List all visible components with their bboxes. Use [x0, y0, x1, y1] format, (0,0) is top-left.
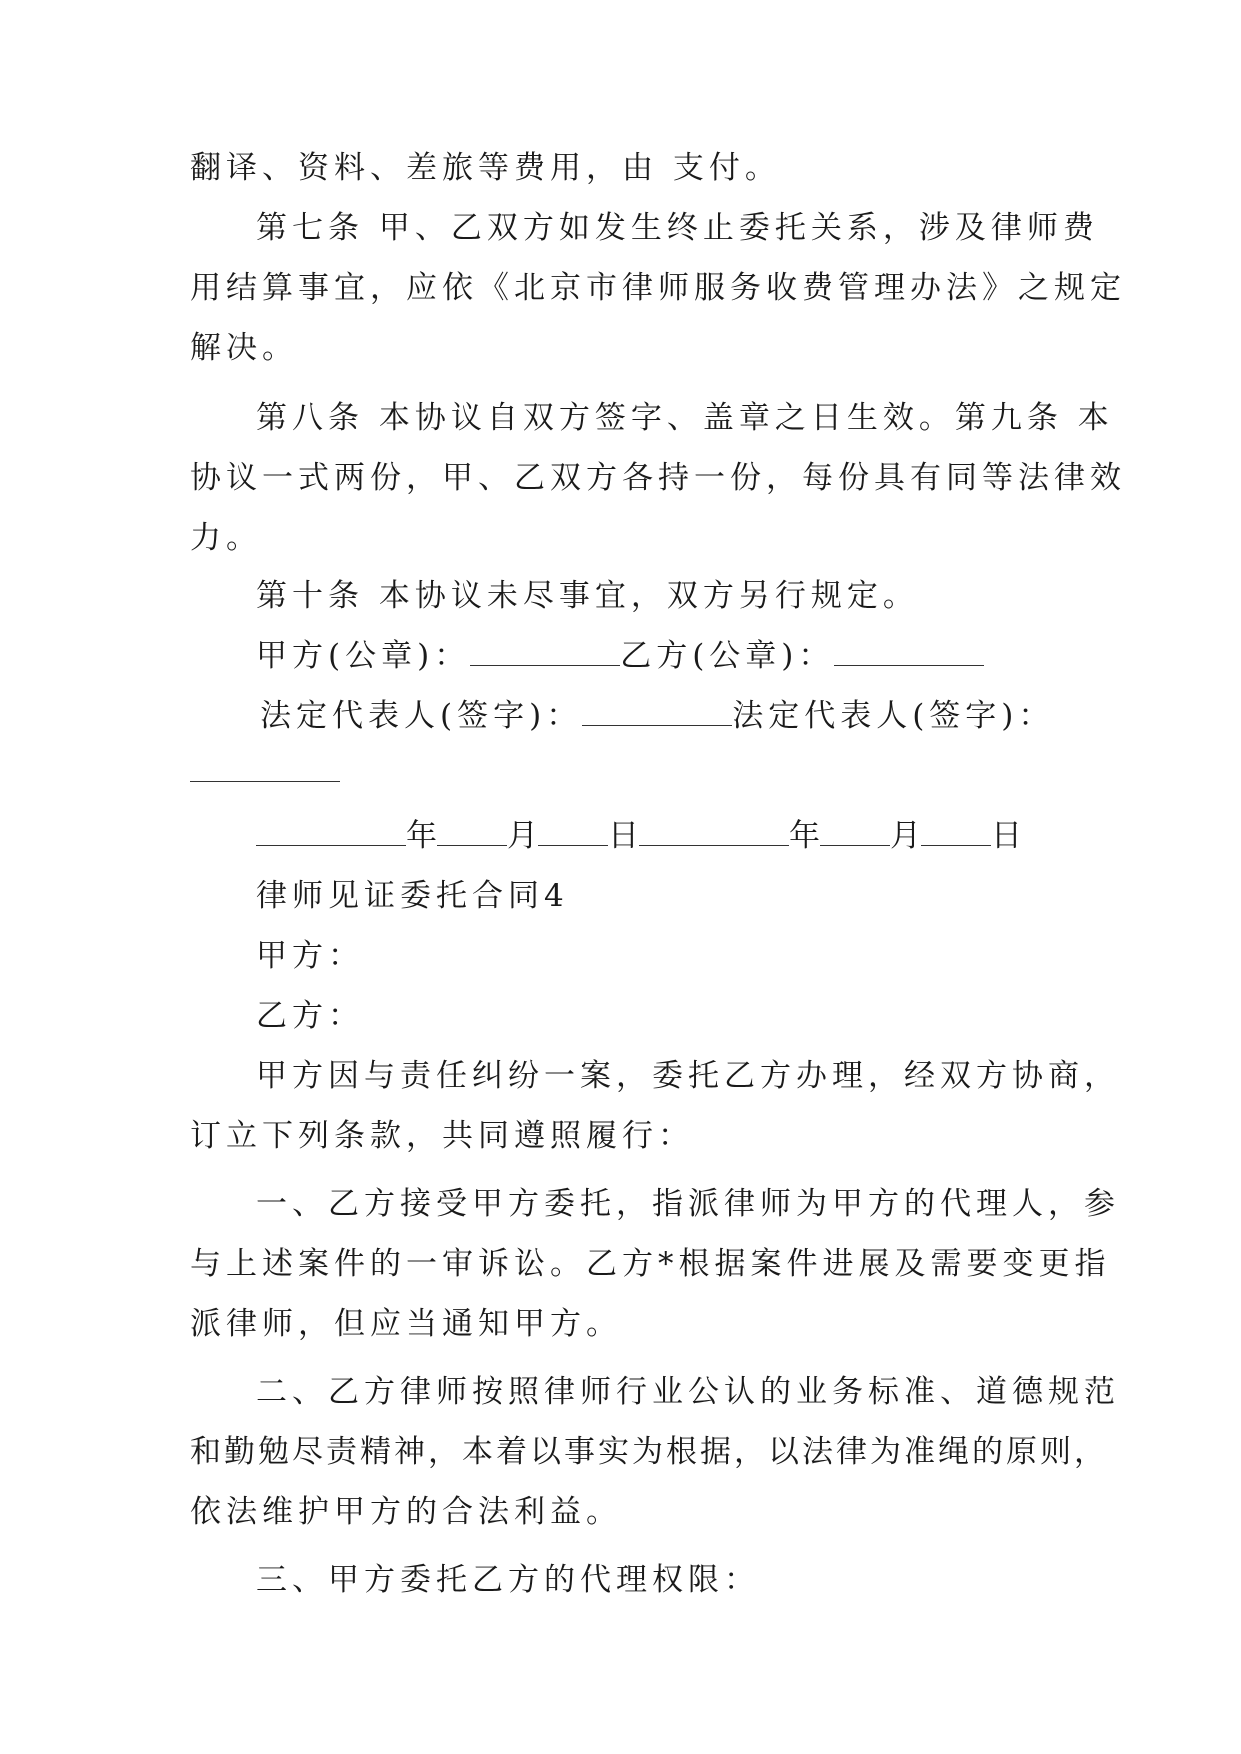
seal-line [256, 636, 984, 676]
body-line: 用结算事宜，应依《北京市律师服务收费管理办法》之规定 [190, 270, 1126, 306]
party-b-seal-blank [834, 639, 984, 666]
body-line: 订立下列条款，共同遵照履行： [190, 1118, 694, 1154]
body-line: 与上述案件的一审诉讼。乙方*根据案件进展及需要变更指 [190, 1246, 1111, 1282]
body-line: 派律师，但应当通知甲方。 [190, 1306, 622, 1342]
body-line: 甲方因与责任纠纷一案，委托乙方办理，经双方协商， [256, 1058, 1120, 1094]
body-line: 第八条 本协议自双方签字、盖章之日生效。第九条 本 [256, 400, 1114, 436]
party-a-line: 甲方： [256, 938, 364, 974]
representative-line [260, 696, 1054, 736]
body-line: 和勤勉尽责精神，本着以事实为根据，以法律为准绳的原则， [190, 1434, 1108, 1470]
contract-title: 律师见证委托合同4 [256, 878, 569, 914]
party-a-seal-label: 甲方(公章)： [256, 638, 471, 674]
date-b-month-blank [820, 819, 890, 846]
rep-a-blank [582, 699, 732, 726]
date-b-year-blank [639, 819, 789, 846]
date-b-month: 月 [890, 818, 921, 854]
date-a-month: 月 [507, 818, 538, 854]
party-a-seal-blank [470, 639, 620, 666]
body-line: 二、乙方律师按照律师行业公认的业务标准、道德规范 [256, 1374, 1120, 1410]
date-b-day: 日 [991, 818, 1022, 854]
body-line: 力。 [190, 520, 262, 556]
rep-a-label: 法定代表人(签字)： [260, 698, 583, 734]
date-a-year: 年 [406, 818, 437, 854]
body-line: 第七条 甲、乙双方如发生终止委托关系，涉及律师费 [256, 210, 1099, 246]
party-b-line: 乙方： [256, 998, 364, 1034]
body-line: 一、乙方接受甲方委托，指派律师为甲方的代理人，参 [256, 1186, 1120, 1222]
body-line: 协议一式两份，甲、乙双方各持一份，每份具有同等法律效 [190, 460, 1126, 496]
date-a-day-blank [538, 819, 608, 846]
date-a-day: 日 [608, 818, 639, 854]
date-b-day-blank [921, 819, 991, 846]
date-line [256, 816, 1022, 856]
body-line: 解决。 [190, 330, 298, 366]
date-a-month-blank [437, 819, 507, 846]
party-b-seal-label: 乙方(公章)： [620, 638, 835, 674]
rep-b-blank-line [190, 752, 340, 792]
date-a-year-blank [256, 819, 406, 846]
rep-b-blank [190, 755, 340, 782]
body-line: 三、甲方委托乙方的代理权限： [256, 1562, 760, 1598]
date-b-year: 年 [789, 818, 820, 854]
body-line: 第十条 本协议未尽事宜，双方另行规定。 [256, 578, 919, 614]
body-line: 翻译、资料、差旅等费用，由 支付。 [190, 150, 781, 186]
rep-b-label: 法定代表人(签字)： [732, 698, 1055, 734]
body-line: 依法维护甲方的合法利益。 [190, 1494, 622, 1530]
